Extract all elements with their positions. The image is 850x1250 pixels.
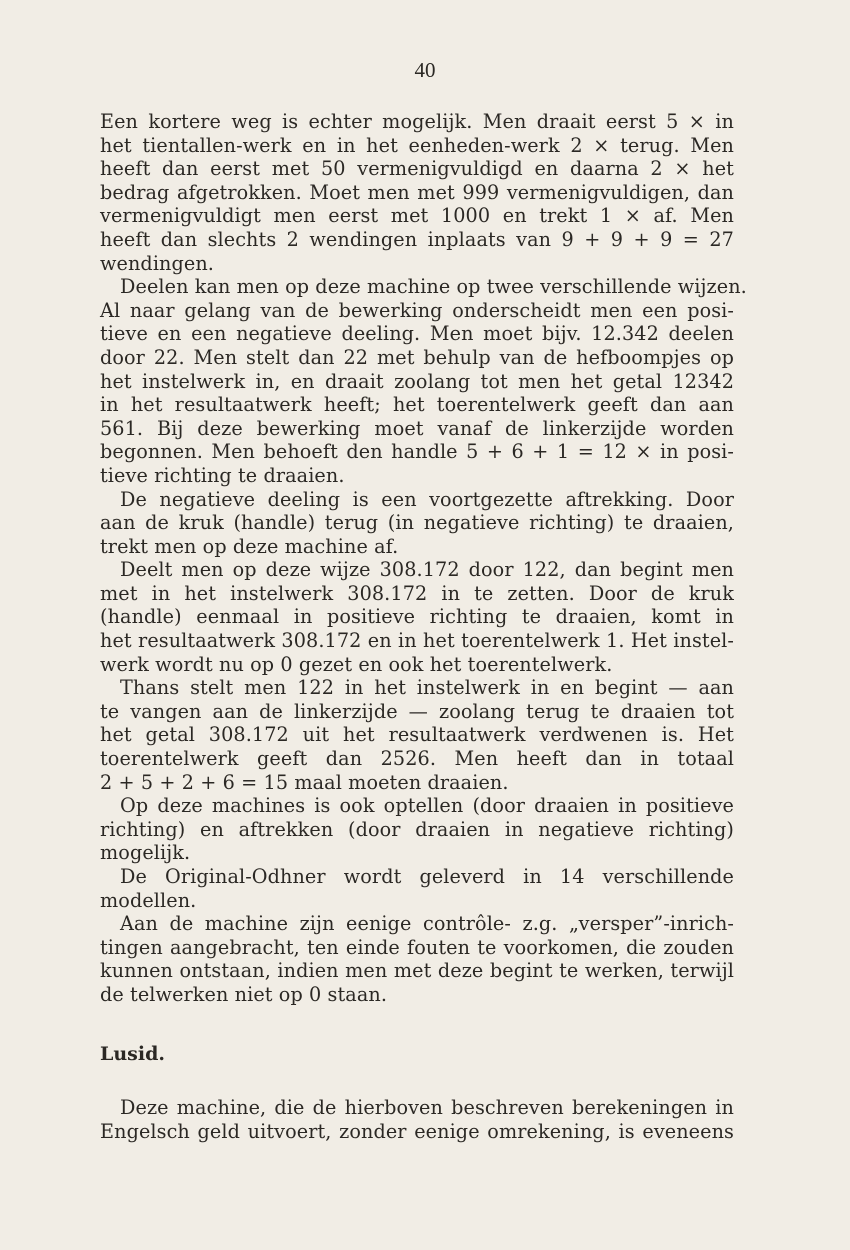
- text-line: (handle) eenmaal in positieve richting te draaien, komt in: [100, 605, 734, 629]
- text-line: kunnen ontstaan, indien men met deze begint te werken, terwijl: [100, 959, 734, 983]
- text-line: Aan de machine zijn eenige contrôle- z.g. „versper”-inrich-: [120, 912, 734, 936]
- text-line: Op deze machines is ook optellen (door draaien in positieve: [120, 794, 734, 818]
- text-line: met in het instelwerk 308.172 in te zetten. Door de kruk: [100, 581, 734, 605]
- body-text-continued: [100, 1096, 734, 1143]
- text-line: door 22. Men stelt dan 22 met behulp van de hefboompjes op: [100, 345, 734, 369]
- text-line: Thans stelt men 122 in het instelwerk in en begint — aan: [120, 676, 734, 700]
- text-line: 561. Bij deze bewerking moet vanaf de linkerzijde worden: [100, 416, 734, 440]
- text-line: toerentelwerk geeft dan 2526. Men heeft dan in totaal: [100, 747, 734, 771]
- text-line: Een kortere weg is echter mogelijk. Men draait eerst 5 × in: [100, 110, 734, 133]
- text-line: de telwerken niet op 0 staan.: [100, 982, 388, 1006]
- text-line: in het resultaatwerk heeft; het toerentelwerk geeft dan aan: [100, 393, 734, 417]
- text-line: Deelen kan men op deze machine op twee verschillende wijzen.: [120, 275, 747, 299]
- text-line: tieve richting te draaien.: [100, 463, 345, 487]
- text-line: Al naar gelang van de bewerking onderscheidt men een posi-: [100, 298, 734, 322]
- text-line: vermenigvuldigt men eerst met 1000 en trekt 1 × af. Men: [100, 204, 734, 228]
- text-line: wendingen.: [100, 251, 215, 275]
- text-line: te vangen aan de linkerzijde — zoolang terug te draaien tot: [100, 699, 734, 723]
- page-number: 40: [414, 58, 436, 82]
- text-line: het resultaatwerk 308.172 en in het toerentelwerk 1. Het instel-: [100, 629, 734, 653]
- text-line: het getal 308.172 uit het resultaatwerk verdwenen is. Het: [100, 723, 734, 747]
- text-line: heeft dan eerst met 50 vermenigvuldigd en daarna 2 × het: [100, 157, 734, 181]
- text-line: Deze machine, die de hierboven beschreven berekeningen in: [120, 1096, 734, 1119]
- text-line: Deelt men op deze wijze 308.172 door 122, dan begint men: [120, 558, 734, 582]
- text-line: tingen aangebracht, ten einde fouten te voorkomen, die zouden: [100, 935, 734, 959]
- text-line: 2 + 5 + 2 + 6 = 15 maal moeten draaien.: [100, 770, 509, 794]
- text-line: aan de kruk (handle) terug (in negatieve richting) te draaien,: [100, 511, 734, 535]
- text-line: het tientallen-werk en in het eenheden-werk 2 × terug. Men: [100, 133, 734, 157]
- text-line: bedrag afgetrokken. Moet men met 999 vermenigvuldigen, dan: [100, 180, 734, 204]
- section-heading: Lusid.: [100, 1043, 165, 1065]
- text-line: trekt men op deze machine af.: [100, 534, 399, 558]
- text-line: het instelwerk in, en draait zoolang tot men het getal 12342: [100, 369, 734, 393]
- text-line: De Original-Odhner wordt geleverd in 14 verschillende: [120, 865, 734, 888]
- text-line: begonnen. Men behoeft den handle 5 + 6 + 1 = 12 × in posi-: [100, 440, 734, 464]
- text-line: werk wordt nu op 0 gezet en ook het toerentelwerk.: [100, 652, 613, 676]
- text-line: Engelsch geld uitvoert, zonder eenige omrekening, is eveneens: [100, 1119, 734, 1143]
- text-line: mogelijk.: [100, 841, 191, 865]
- text-line: De negatieve deeling is een voortgezette aftrekking. Door: [120, 487, 734, 511]
- text-line: tieve en een negatieve deeling. Men moet bijv. 12.342 deelen: [100, 322, 734, 346]
- text-line: richting) en aftrekken (door draaien in negatieve richting): [100, 817, 734, 841]
- body-text-main: [100, 110, 747, 1007]
- text-line: heeft dan slechts 2 wendingen inplaats van 9 + 9 + 9 = 27: [100, 227, 734, 251]
- text-line: modellen.: [100, 888, 197, 912]
